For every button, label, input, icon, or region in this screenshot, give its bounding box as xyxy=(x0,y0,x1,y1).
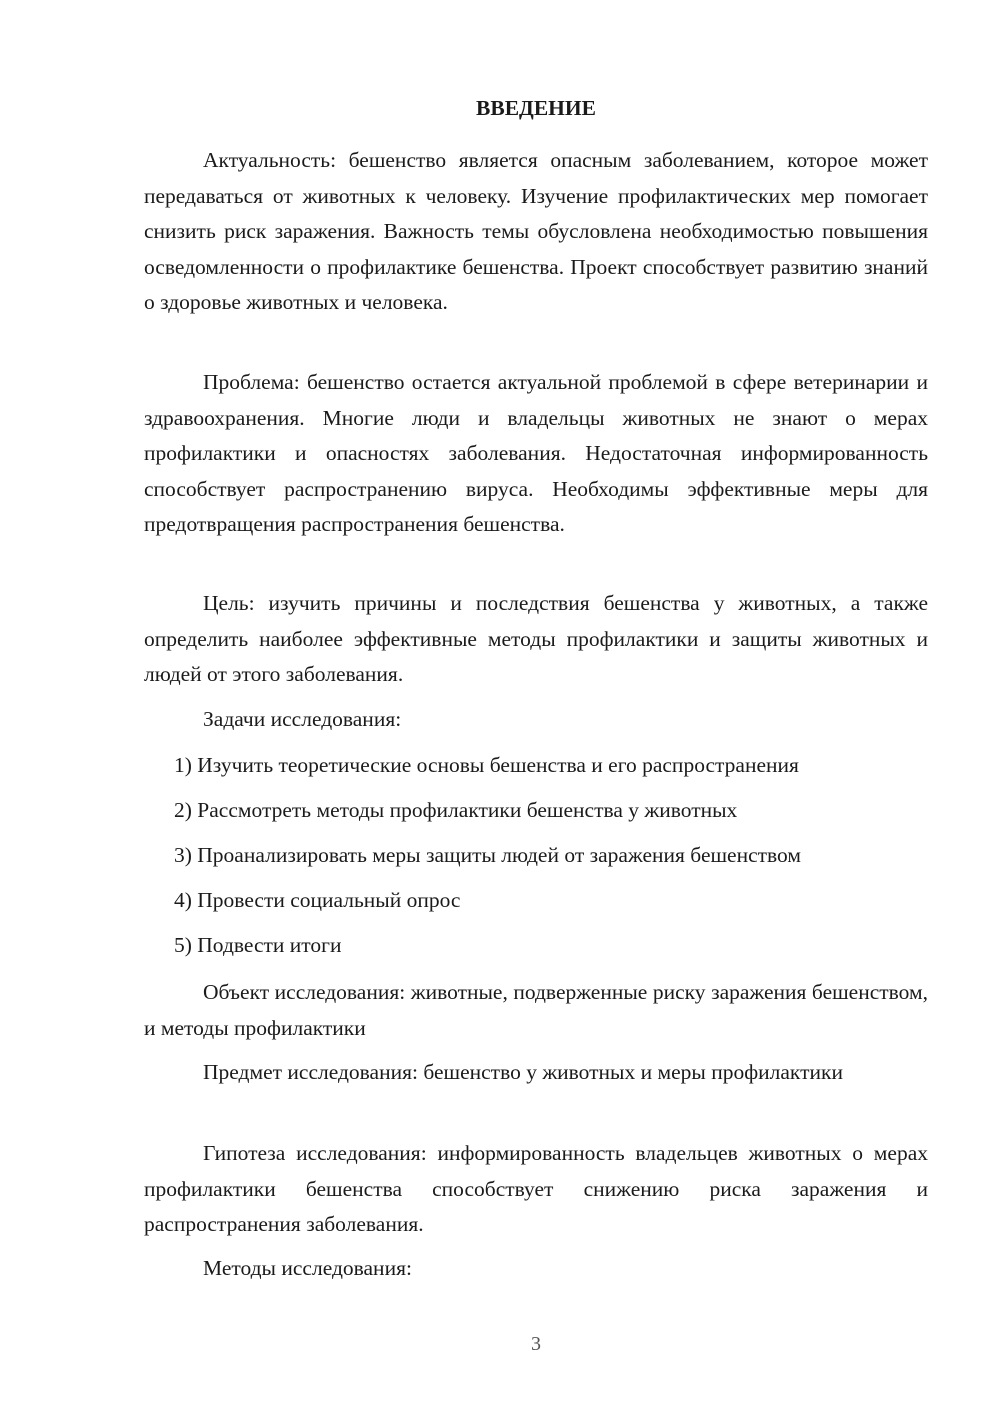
task-item: 4) Провести социальный опрос xyxy=(174,888,461,912)
page-title: ВВЕДЕНИЕ xyxy=(476,96,596,120)
goal-paragraph: Цель: изучить причины и последствия бешенства у животных, а также определить наиболее эффективные методы профилактики и защиты животных и людей от этого заболевания. xyxy=(144,591,928,686)
problem-paragraph: Проблема: бешенство остается актуальной проблемой в сфере ветеринарии и здравоохранения. Многие люди и владельцы животных не знают о мерах профилактики и опасностях заболевания. Недостаточная информированность способствует распространению вируса. Необходимы эффективные меры для предотвращения распространения бешенства. xyxy=(144,370,928,536)
actuality-paragraph: Актуальность: бешенство является опасным заболеванием, которое может передаваться от животных к человеку. Изучение профилактических мер помогает снизить риск заражения. Важность темы обусловлена необходимостью повышения осведомленности о профилактике бешенства. Проект способствует развитию знаний о здоровье животных и человека. xyxy=(144,148,928,314)
task-item: 3) Проанализировать меры защиты людей от заражения бешенством xyxy=(174,843,801,867)
task-item: 5) Подвести итоги xyxy=(174,933,342,957)
page-number: 3 xyxy=(531,1333,541,1355)
subject-paragraph: Предмет исследования: бешенство у животных и меры профилактики xyxy=(203,1060,843,1084)
task-item: 2) Рассмотреть методы профилактики бешенства у животных xyxy=(174,798,738,822)
object-paragraph: Объект исследования: животные, подверженные риску заражения бешенством, и методы профилактики xyxy=(144,980,928,1040)
hypothesis-paragraph: Гипотеза исследования: информированность владельцев животных о мерах профилактики бешенства способствует снижению риска заражения и распространения заболевания. xyxy=(144,1141,928,1236)
methods-heading: Методы исследования: xyxy=(203,1256,412,1280)
tasks-heading: Задачи исследования: xyxy=(203,707,402,731)
task-item: 1) Изучить теоретические основы бешенства и его распространения xyxy=(174,753,799,777)
